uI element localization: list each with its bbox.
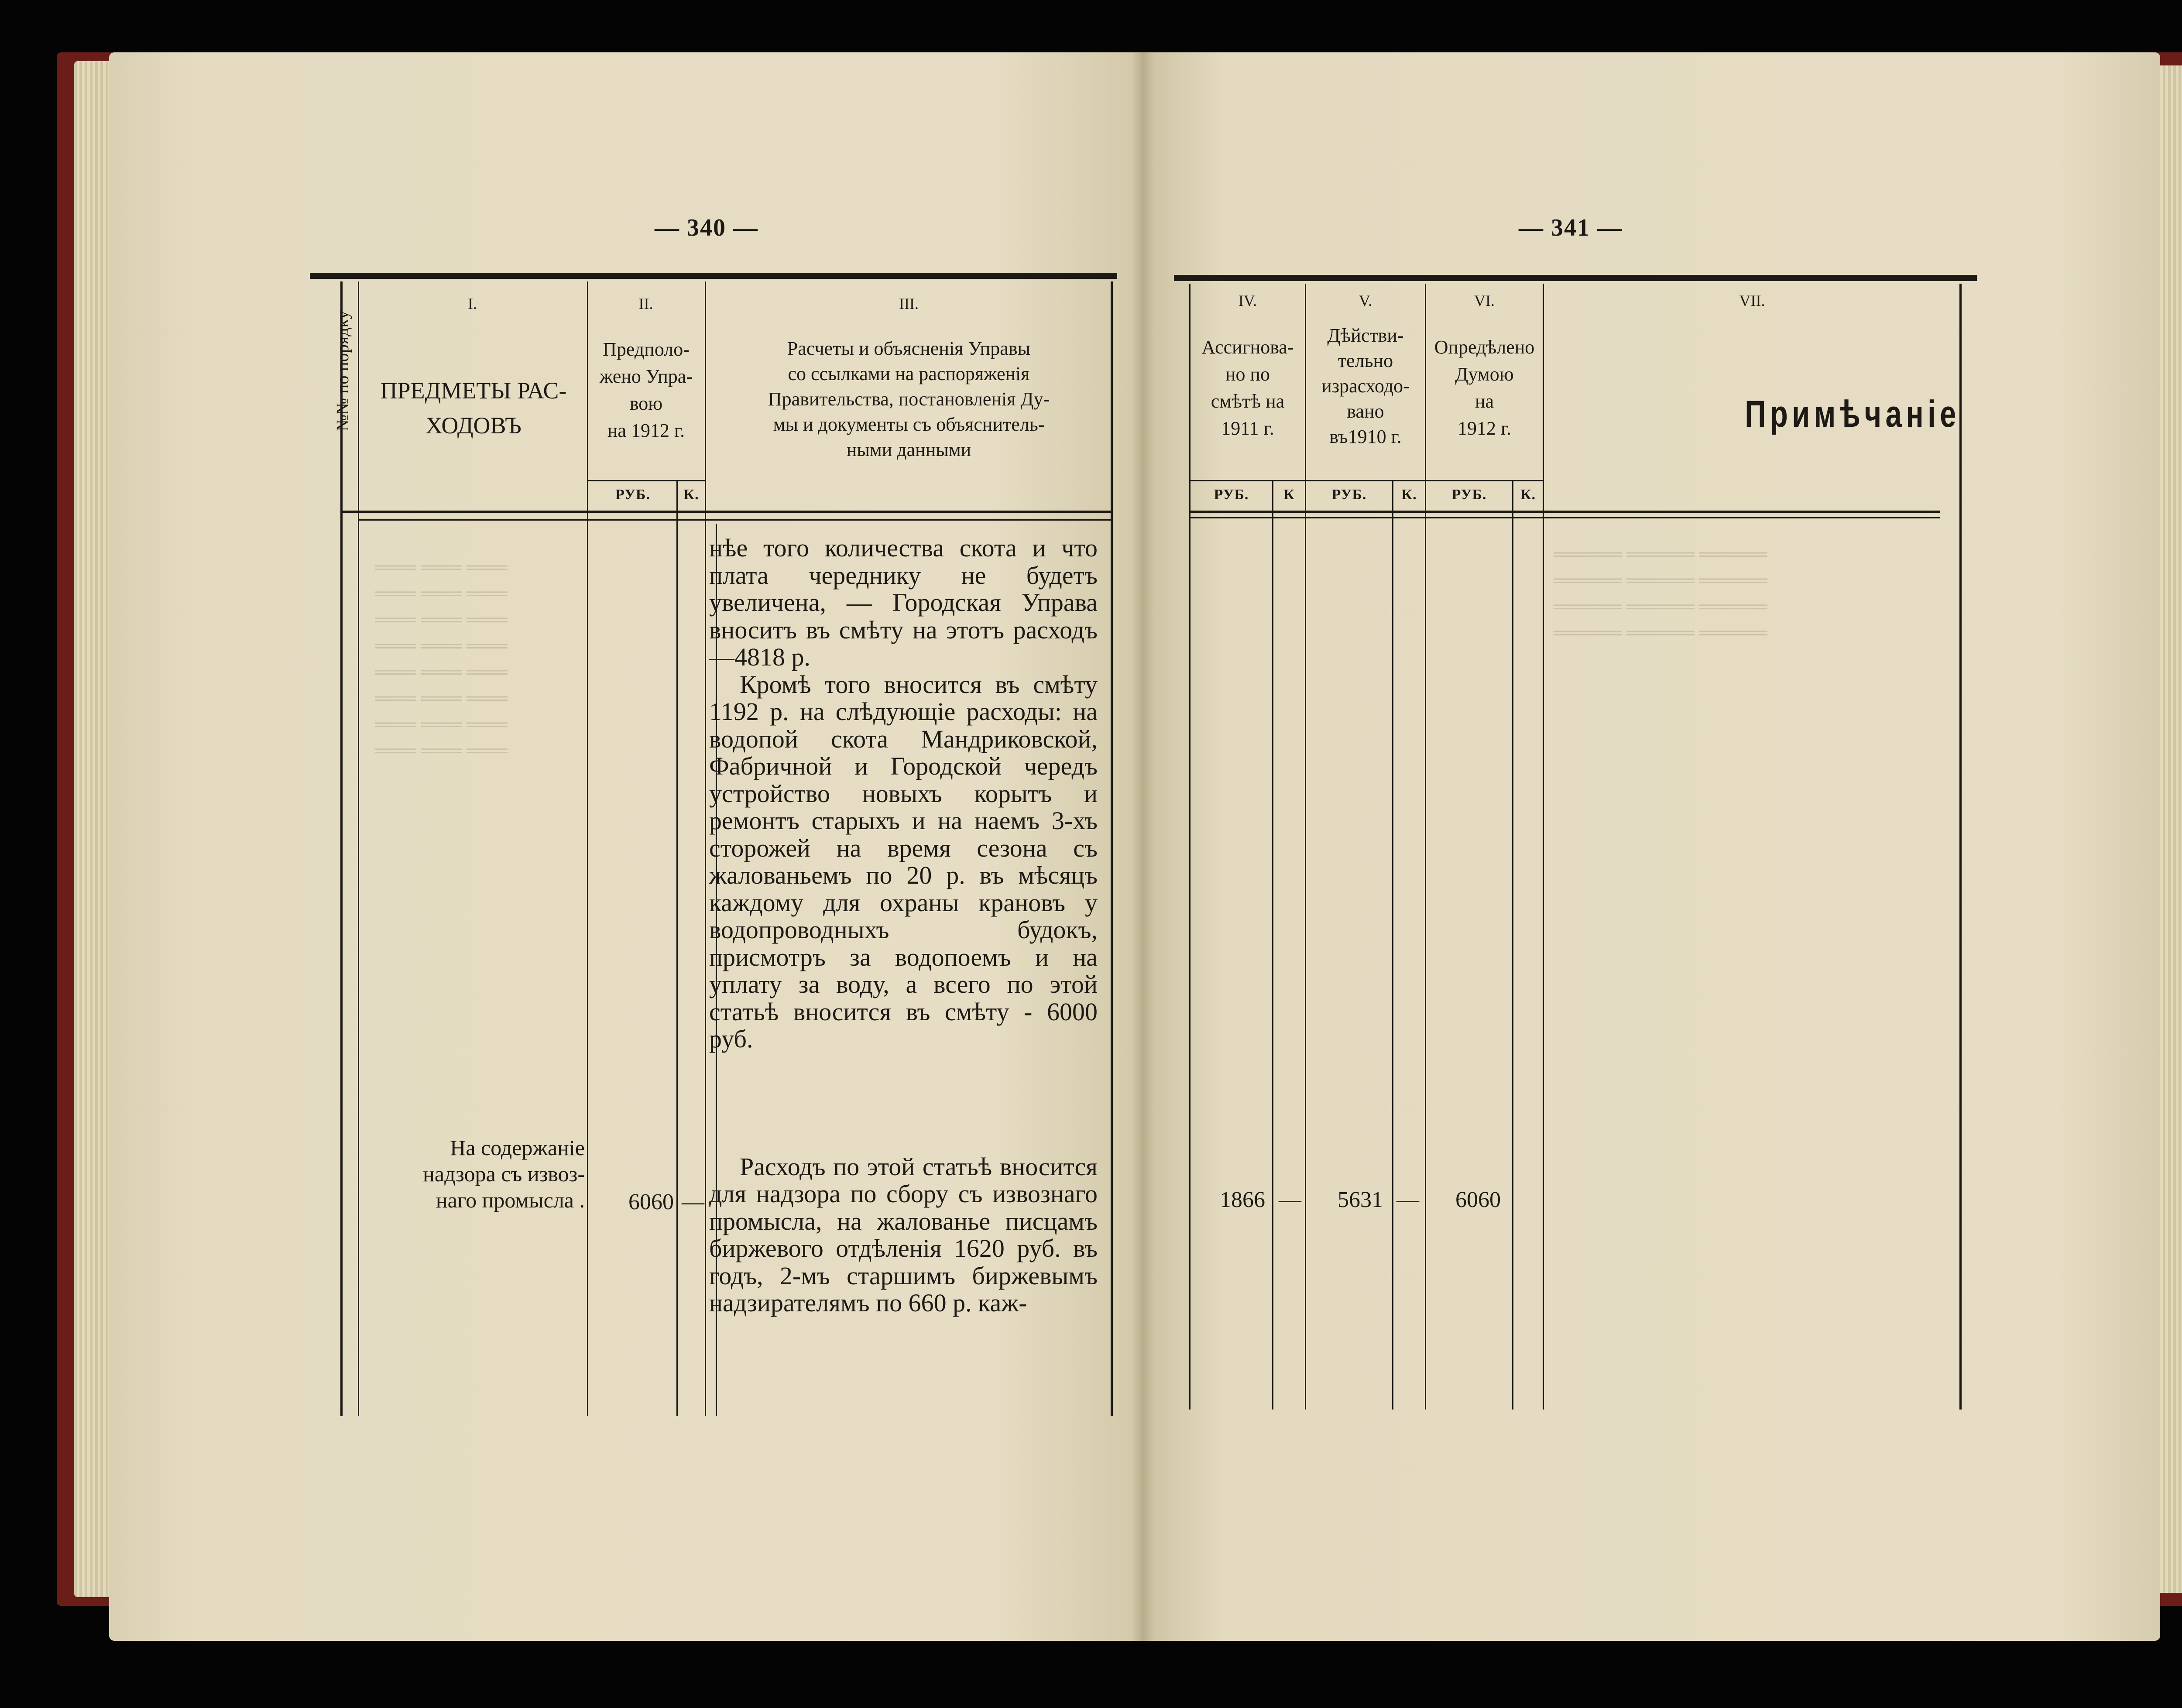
- header-line: но по: [1225, 364, 1270, 385]
- grid-line: [1189, 517, 1940, 518]
- header-line: Предполо-: [603, 339, 690, 360]
- header-line: Расчеты и объясненія Управы: [787, 338, 1031, 359]
- grid-line: [676, 480, 678, 1416]
- explanation-paragraph: Расходъ по этой статьѣ вносится для надзора по сбору съ извознаго промысла, на жалованье писцамъ биржевого отдѣленія 1620 руб. въ годъ, 2-мъ старшимъ биржевымъ надзирателямъ по 660 р. каж-: [709, 1152, 1098, 1317]
- right-page: [1143, 52, 2160, 1641]
- header-col1-title: [360, 373, 587, 443]
- assigned-1911-value: 1866: [1220, 1187, 1265, 1212]
- item-line: надзора съ извоз-: [423, 1162, 585, 1186]
- header-line: ПРЕДМЕТЫ РАС-: [380, 377, 567, 404]
- header-line: Опредѣлено: [1434, 336, 1535, 358]
- grid-line: [340, 511, 1113, 513]
- header-line: на: [1475, 391, 1494, 412]
- grid-line: [1425, 284, 1426, 1410]
- header-col5-roman: V.: [1359, 292, 1372, 309]
- explanation-text: [709, 535, 1098, 1317]
- header-line: со ссылками на распоряженія: [788, 363, 1030, 384]
- grid-line: [1111, 281, 1113, 1416]
- grid-line: [587, 281, 588, 1416]
- top-rule-right: [1174, 275, 1977, 281]
- unit-rub: РУБ.: [1451, 487, 1487, 503]
- header-col6-title: [1426, 334, 1543, 442]
- grid-line: [705, 281, 706, 1416]
- spent-1910-value: 5631: [1338, 1187, 1383, 1212]
- top-rule-left: [310, 273, 1117, 279]
- header-line: ными данными: [846, 439, 971, 460]
- header-line: смѣтѣ на: [1211, 391, 1285, 412]
- header-col3-title: [709, 336, 1108, 463]
- header-line: мы и документы съ объяснитель-: [773, 414, 1045, 435]
- unit-rub: РУБ.: [1214, 487, 1249, 503]
- page-number-right: — 341 —: [1519, 214, 1623, 241]
- explanation-paragraph: Кромѣ того вносится въ смѣту 1192 р. на слѣдующіе расходы: на водопой скота Мандриковской, Фабричной и Городской чередъ устройство новыхъ корытъ и ремонтъ старыхъ и на наемъ 3-хъ сторожей на время сезона съ жалованьемъ по 20 р. въ мѣсяцъ каждому для охраны крановъ у водопроводныхъ будокъ, присмотръ за водопоемъ и на уплату за воду, а всего по этой статьѣ вносится въ смѣту - 6000 руб.: [709, 670, 1098, 1053]
- grid-line: [1512, 480, 1513, 1410]
- header-line: Думою: [1455, 364, 1514, 385]
- item-line: На содержаніе: [450, 1135, 585, 1160]
- header-line: Правительства, постановленія Ду-: [768, 388, 1050, 410]
- header-line: вою: [629, 393, 663, 414]
- bleed-through-text: ═══ ═══ ═══ ═══ ═══ ═══ ═══ ═══ ═══ ═══ ═══ ═══ ═══ ═══ ═══ ═══ ═══ ═══ ═══ ═══ ═══ ═══ ═══ ═══: [375, 556, 508, 761]
- header-line: Ассигнова-: [1201, 336, 1294, 358]
- header-line: ХОДОВЪ: [425, 412, 521, 439]
- header-line: Дѣйстви-: [1327, 325, 1404, 346]
- header-line: тельно: [1338, 350, 1393, 371]
- header-col3-roman: III.: [899, 295, 919, 312]
- grid-line: [1272, 480, 1273, 1410]
- header-line: 1911 г.: [1221, 418, 1274, 439]
- grid-line: [587, 480, 705, 481]
- header-col7-title: Примѣчаніе: [1745, 393, 1960, 435]
- spent-1910-kop: —: [1396, 1187, 1419, 1212]
- header-col7-roman: VII.: [1739, 292, 1765, 309]
- grid-line: [1543, 284, 1544, 1410]
- page-number-left: — 340 —: [655, 214, 758, 241]
- assigned-1911-kop: —: [1279, 1187, 1301, 1212]
- grid-line: [1959, 284, 1962, 1410]
- unit-kop: К.: [683, 487, 699, 503]
- header-line: жено Упра-: [600, 366, 693, 387]
- header-line: вано: [1347, 401, 1384, 422]
- header-col2-title: [588, 336, 704, 444]
- unit-kop: К.: [1401, 487, 1417, 503]
- decided-1912-value: 6060: [1455, 1187, 1501, 1212]
- header-col6-roman: VI.: [1474, 292, 1495, 309]
- header-order-number: №№ по порядку: [333, 310, 352, 432]
- grid-line: [1305, 284, 1306, 1410]
- header-col5-title: [1307, 323, 1424, 449]
- grid-line: [1189, 480, 1543, 481]
- header-line: въ1910 г.: [1329, 426, 1402, 447]
- explanation-paragraph: нѣе того количества скота и что плата череднику не будетъ увеличена, — Городская Управа вноситъ въ смѣту на этотъ расходъ—4818 р.: [709, 534, 1098, 671]
- header-line: 1912 г.: [1457, 418, 1512, 439]
- book-gutter: [1132, 52, 1154, 1641]
- proposed-1912-kop: —: [682, 1190, 704, 1214]
- bleed-through-text: ═════ ═════ ═════ ═════ ═════ ═════ ═════ ═════ ═════ ═════ ═════ ═════: [1554, 543, 1767, 643]
- header-col4-title: [1191, 334, 1304, 442]
- header-line: на 1912 г.: [607, 420, 685, 441]
- grid-line: [358, 519, 1111, 521]
- unit-rub: РУБ.: [1331, 487, 1367, 503]
- expense-item-label: [358, 1135, 585, 1213]
- grid-line: [1189, 511, 1940, 513]
- unit-rub: РУБ.: [615, 487, 650, 503]
- grid-line: [1189, 284, 1190, 1410]
- grid-line: [1392, 480, 1393, 1410]
- header-col2-roman: II.: [638, 295, 653, 312]
- header-col1-roman: I.: [468, 295, 477, 312]
- unit-kop: К: [1283, 487, 1295, 503]
- header-line: израсходо-: [1321, 375, 1410, 397]
- proposed-1912-value: 6060: [628, 1190, 674, 1214]
- item-line: наго промысла .: [436, 1188, 585, 1212]
- header-col4-roman: IV.: [1238, 292, 1257, 309]
- unit-kop: К.: [1520, 487, 1536, 503]
